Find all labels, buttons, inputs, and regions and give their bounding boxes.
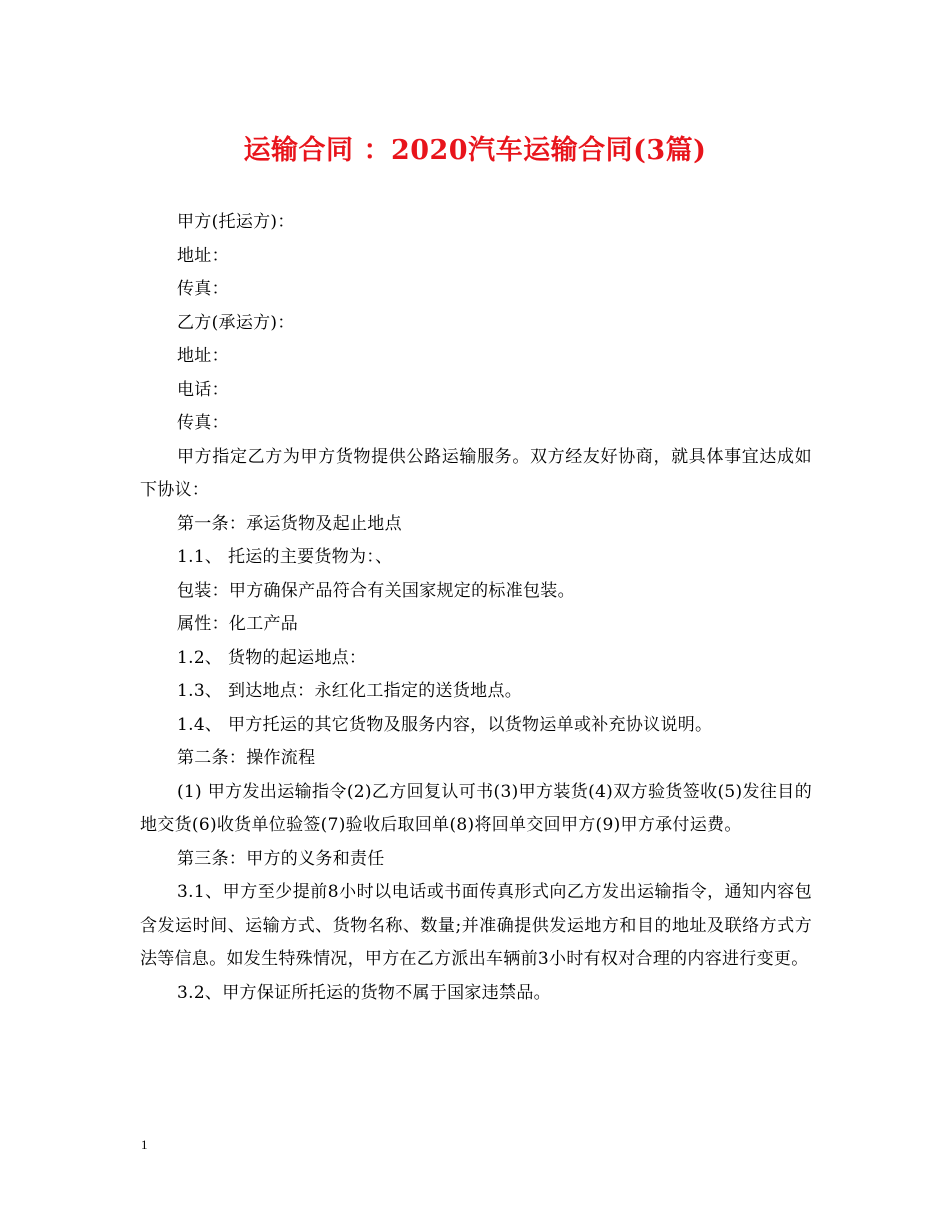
paragraph: 1.4、 甲方托运的其它货物及服务内容，以货物运单或补充协议说明。 bbox=[177, 714, 713, 735]
paragraph: 传真： bbox=[177, 413, 229, 433]
paragraph: 地址： bbox=[177, 346, 229, 366]
paragraph: 3.2、甲方保证所托运的货物不属于国家违禁品。 bbox=[177, 982, 551, 1003]
page-number: 1 bbox=[141, 1137, 148, 1152]
paragraph: 3.1、甲方至少提前8小时以电话或书面传真形式向乙方发出运输指令，通知内容包含发运时间、运输方式、货物名称、数量;并准确提供发运地方和目的地址及联络方式方法等信息。如发生特殊情况，甲方在乙方派出车辆前3小时有权对合理的内容进行变更。 bbox=[140, 882, 812, 969]
paragraph: 第二条：操作流程 bbox=[177, 748, 316, 768]
paragraph: 地址： bbox=[177, 245, 229, 266]
paragraph: 1.3、 到达地点：永红化工指定的送货地点。 bbox=[177, 681, 523, 701]
paragraph: 传真： bbox=[177, 279, 229, 299]
paragraph: 1.2、 货物的起运地点： bbox=[177, 647, 367, 668]
paragraph: 第三条：甲方的义务和责任 bbox=[177, 848, 385, 869]
paragraph: 甲方指定乙方为甲方货物提供公路运输服务。双方经友好协商，就具体事宜达成如下协议： bbox=[140, 446, 812, 500]
paragraph: (1) 甲方发出运输指令(2)乙方回复认可书(3)甲方装货(4)双方验货签收(5)发往目的地交货(6)收货单位验签(7)验收后取回单(8)将回单交回甲方(9)甲方承付运费。 bbox=[140, 781, 812, 835]
paragraph: 甲方(托运方)： bbox=[177, 212, 295, 232]
document-body bbox=[140, 206, 812, 1010]
paragraph: 第一条：承运货物及起止地点 bbox=[177, 513, 402, 534]
paragraph: 电话： bbox=[177, 379, 229, 400]
paragraph: 1.1、 托运的主要货物为：、 bbox=[177, 547, 393, 567]
paragraph: 包装：甲方确保产品符合有关国家规定的标准包装。 bbox=[177, 580, 575, 601]
document-title: 运输合同 ：2020汽车运输合同(3篇) bbox=[243, 135, 707, 166]
paragraph: 属性：化工产品 bbox=[177, 614, 299, 634]
paragraph: 乙方(承运方)： bbox=[177, 312, 295, 333]
